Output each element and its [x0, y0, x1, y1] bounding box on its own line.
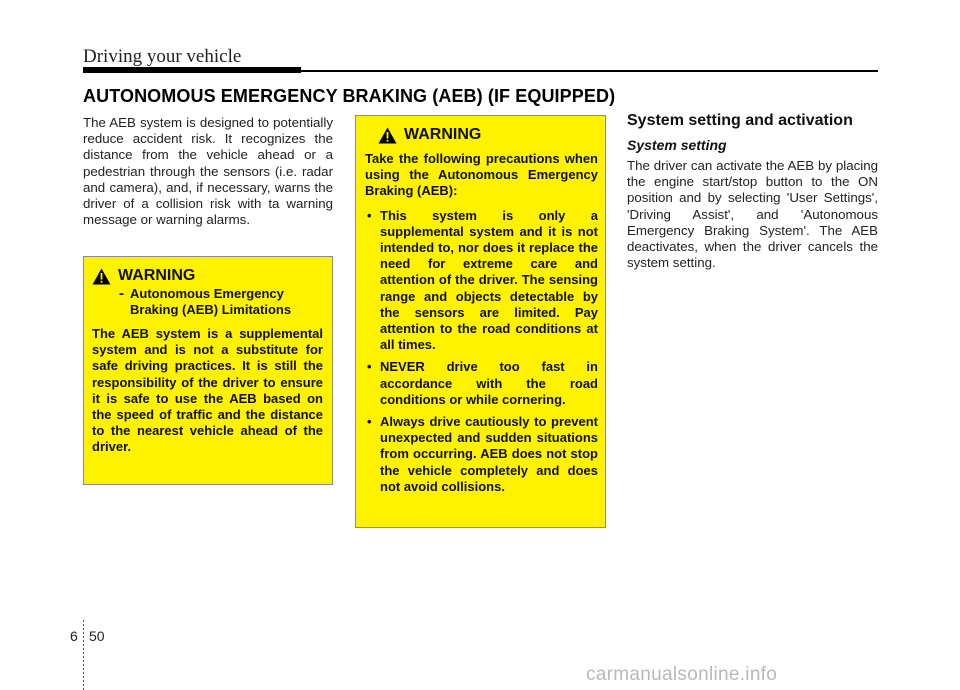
chapter-number: 6	[70, 628, 78, 644]
system-setting-subheading: System setting	[627, 137, 727, 153]
bullet: •	[367, 207, 372, 223]
list-item-text: Always drive cautiously to prevent unexpected and sudden situations from occurring. AEB does not stop the vehicle completely and does not avoid collisions.	[380, 414, 598, 494]
list-item-text: NEVER drive too fast in accordance with the road conditions or while cornering.	[380, 359, 598, 407]
subtitle-dash: -	[119, 285, 124, 302]
list-item	[365, 208, 598, 354]
warning-header	[92, 267, 323, 285]
section-label: Driving your vehicle	[83, 46, 242, 67]
system-setting-heading: System setting and activation	[627, 112, 853, 129]
precaution-list	[365, 208, 598, 495]
header-rule-thin	[301, 70, 878, 72]
warning-title: WARNING	[404, 126, 482, 143]
subtitle-line-1: Autonomous Emergency	[130, 286, 284, 301]
intro-paragraph: The AEB system is designed to potentially reduce accident risk. It recognizes the distance from the vehicle ahead or a pedestrian through the sensors (i.e. radar and camera), and, if necessary, warns the driver of a collision risk with ta warning message or warning alarms.	[83, 115, 333, 228]
page-title: AUTONOMOUS EMERGENCY BRAKING (AEB) (IF EQUIPPED)	[83, 86, 616, 106]
page-number: 50	[89, 628, 105, 644]
page-divider	[83, 620, 84, 690]
bullet: •	[367, 414, 372, 430]
system-setting-body: The driver can activate the AEB by placing the engine start/stop button to the ON position and by selecting 'User Settings', 'Driving Assist', and 'Autonomous Emergency Braking System'. The AEB deactivates, when the driver cancels the system setting.	[627, 158, 878, 271]
list-item-text: This system is only a supplemental system and it is not intended to, nor does it replace the need for extreme care and attention of the driver. The sensing range and objects detectable by the sensors are limited. Pay attention to the road conditions at all times.	[380, 207, 598, 353]
warning-triangle-icon	[92, 268, 111, 285]
subtitle-line-2: Braking (AEB) Limitations	[130, 302, 292, 317]
warning-triangle-icon	[378, 127, 397, 144]
header-rule-thick	[83, 67, 301, 73]
warning-box-precautions	[355, 115, 606, 528]
warning-box-limitations	[83, 256, 333, 485]
warning-intro: Take the following precautions when using the Autonomous Emergency Braking (AEB):	[365, 151, 598, 199]
warning-body: The AEB system is a supplemental system and is not a substitute for safe driving practices. It is still the responsibility of the driver to ensure it is safe to use the AEB based on the speed of traffic and the distance to the nearest vehicle ahead of the driver.	[92, 326, 323, 455]
warning-header	[365, 126, 598, 144]
bullet: •	[367, 359, 372, 375]
watermark: carmanualsonline.info	[586, 664, 778, 685]
warning-subtitle	[119, 286, 323, 318]
list-item	[365, 414, 598, 495]
warning-title: WARNING	[118, 267, 196, 284]
list-item	[365, 359, 598, 408]
